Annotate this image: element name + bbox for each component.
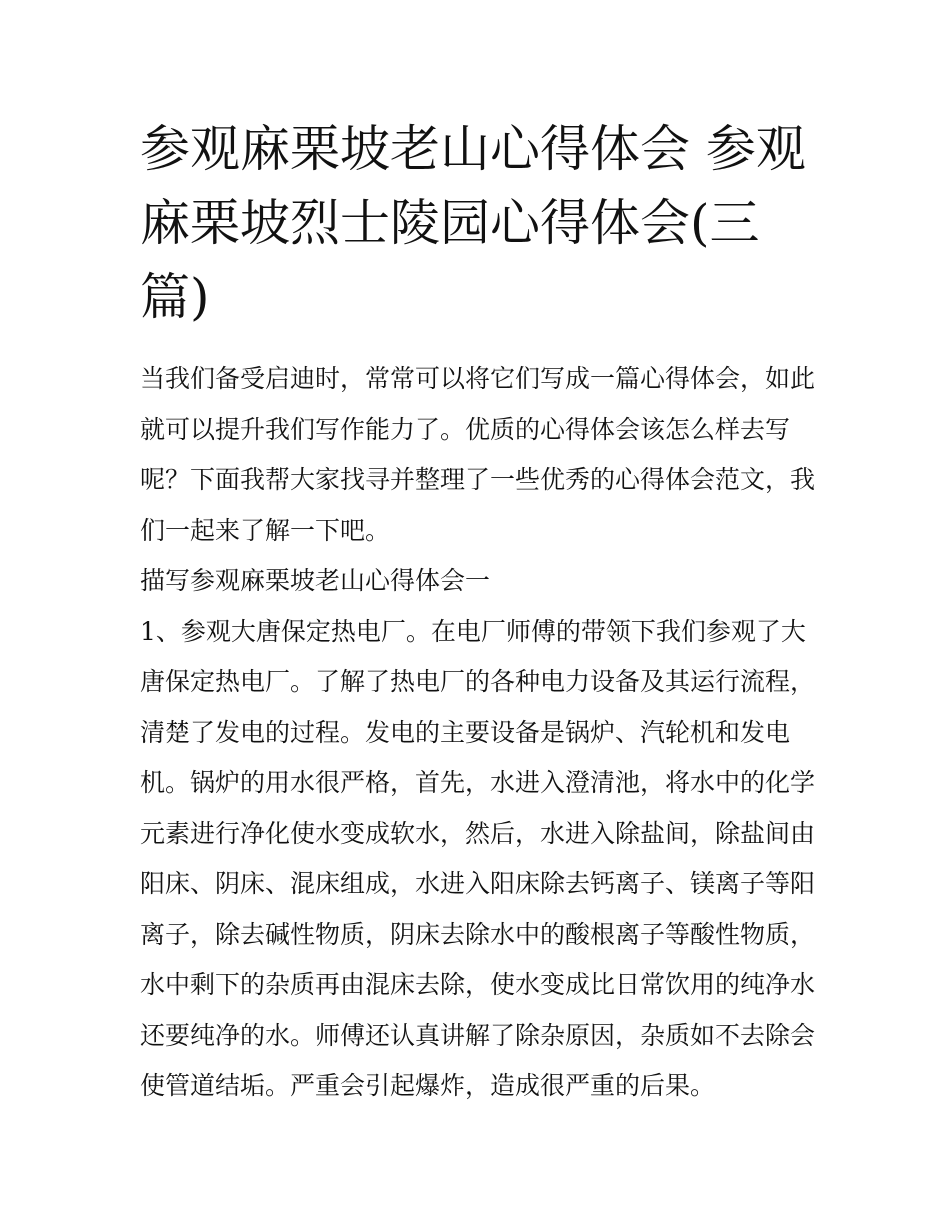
text-line: 离子，除去碱性物质，阴床去除水中的酸根离子等酸性物质， <box>140 919 816 949</box>
text-line: 元素进行净化使水变成软水，然后，水进入除盐间，除盐间由 <box>140 818 816 848</box>
body-paragraph <box>140 607 815 1112</box>
text-line: 当我们备受启迪时，常常可以将它们写成一篇心得体会，如此 <box>140 364 816 393</box>
title-line: 篇) <box>140 268 210 326</box>
section-heading: 描写参观麻栗坡老山心得体会一 <box>140 566 491 595</box>
text-line: 1、参观大唐保定热电厂。在电厂师傅的带领下我们参观了大 <box>140 616 806 646</box>
title-line: 麻栗坡烈士陵园心得体会(三 <box>140 194 760 252</box>
title-line: 参观麻栗坡老山心得体会 参观 <box>140 120 806 178</box>
document-title <box>140 112 815 334</box>
text-line: 使管道结垢。严重会引起爆炸，造成很严重的后果。 <box>140 1071 716 1100</box>
text-line: 阳床、阴床、混床组成，水进入阳床除去钙离子、镁离子等阳 <box>140 869 816 898</box>
text-line: 还要纯净的水。师傅还认真讲解了除杂原因，杂质如不去除会 <box>140 1020 816 1050</box>
intro-paragraph <box>140 354 815 556</box>
text-line: 机。锅炉的用水很严格，首先，水进入澄清池，将水中的化学 <box>140 768 816 797</box>
document-page <box>140 112 815 1112</box>
text-line: 们一起来了解一下吧。 <box>140 515 391 545</box>
text-line: 唐保定热电厂。了解了热电厂的各种电力设备及其运行流程， <box>140 667 816 696</box>
text-line: 清楚了发电的过程。发电的主要设备是锅炉、汽轮机和发电 <box>140 717 791 747</box>
text-line: 就可以提升我们写作能力了。优质的心得体会该怎么样去写 <box>140 414 791 444</box>
document-body <box>140 354 815 1112</box>
text-line: 水中剩下的杂质再由混床去除，使水变成比日常饮用的纯净水 <box>140 970 816 999</box>
text-line: 呢？下面我帮大家找寻并整理了一些优秀的心得体会范文，我 <box>140 465 816 494</box>
